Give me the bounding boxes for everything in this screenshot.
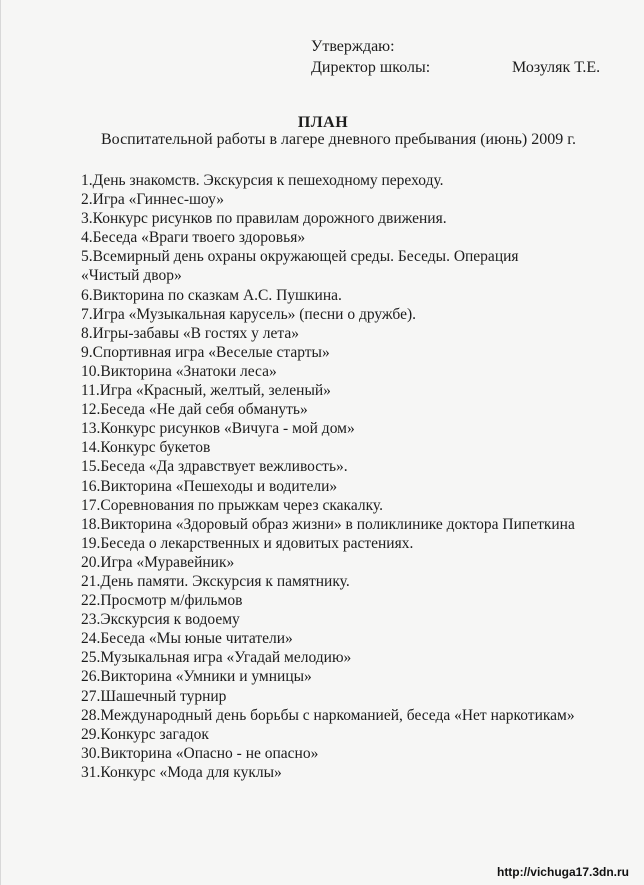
- plan-item: 29.Конкурс загадок: [81, 725, 209, 743]
- approval-line: Утверждаю:: [311, 38, 395, 55]
- plan-item: 7.Игра «Музыкальная карусель» (песни о дружбе).: [81, 305, 417, 323]
- document-subtitle: Воспитательной работы в лагере дневного пребывания (июнь) 2009 г.: [101, 131, 576, 148]
- plan-item: 24.Беседа «Мы юные читатели»: [81, 630, 293, 648]
- plan-item: 27.Шашечный турнир: [81, 687, 227, 705]
- plan-item: 5.Всемирный день охраны окружающей среды. Беседы. Операция: [81, 248, 519, 266]
- plan-item: «Чистый двор»: [81, 267, 182, 285]
- plan-item: 30.Викторина «Опасно - не опасно»: [81, 744, 319, 762]
- plan-item: 15.Беседа «Да здравствует вежливость».: [81, 458, 348, 476]
- plan-item: 18.Викторина «Здоровый образ жизни» в поликлинике доктора Пипеткина: [81, 515, 575, 533]
- plan-item: 17.Соревнования по прыжкам через скакалку.: [81, 496, 383, 514]
- plan-item: 26.Викторина «Умники и умницы»: [81, 668, 312, 686]
- plan-item: 2.Игра «Гиннес-шоу»: [81, 191, 224, 209]
- document-title: ПЛАН: [297, 114, 349, 131]
- plan-item: 1.День знакомств. Экскурсия к пешеходному переходу.: [81, 172, 444, 189]
- plan-item: 23.Экскурсия к водоему: [81, 611, 240, 629]
- plan-item: 13.Конкурс рисунков «Вичуга - мой дом»: [81, 420, 355, 438]
- plan-item: 9.Спортивная игра «Веселые старты»: [81, 343, 330, 361]
- plan-item: 21.День памяти. Экскурсия к памятнику.: [81, 572, 350, 590]
- plan-item: 25.Музыкальная игра «Угадай мелодию»: [81, 649, 352, 667]
- plan-item: 10.Викторина «Знатоки леса»: [81, 362, 277, 380]
- director-role: Директор школы:: [311, 59, 431, 76]
- plan-item: 22.Просмотр м/фильмов: [81, 592, 243, 610]
- plan-item: 4.Беседа «Враги твоего здоровья»: [81, 229, 306, 247]
- plan-item: 11.Игра «Красный, желтый, зеленый»: [81, 382, 331, 400]
- plan-item: 20.Игра «Муравейник»: [81, 553, 235, 571]
- plan-item: 28.Международный день борьбы с наркоманией, беседа «Нет наркотикам»: [81, 706, 575, 724]
- plan-item: 31.Конкурс «Мода для куклы»: [81, 763, 282, 781]
- approval-signature-row: [311, 57, 611, 78]
- watermark-url: http://vichuga17.3dn.ru: [496, 865, 629, 879]
- plan-item: 14.Конкурс букетов: [81, 439, 211, 457]
- director-name: Мозуляк Т.Е.: [512, 59, 601, 76]
- plan-item: 12.Беседа «Не дай себя обмануть»: [81, 401, 308, 419]
- plan-item: 6.Викторина по сказкам А.С. Пушкина.: [81, 286, 342, 304]
- approval-block: [311, 36, 611, 78]
- plan-item: 16.Викторина «Пешеходы и водители»: [81, 477, 338, 495]
- plan-item: 3.Конкурс рисунков по правилам дорожного движения.: [81, 210, 447, 228]
- plan-item: 8.Игры-забавы «В гостях у лета»: [81, 324, 299, 342]
- plan-list: [81, 171, 575, 782]
- plan-item: 19.Беседа о лекарственных и ядовитых растениях.: [81, 534, 414, 552]
